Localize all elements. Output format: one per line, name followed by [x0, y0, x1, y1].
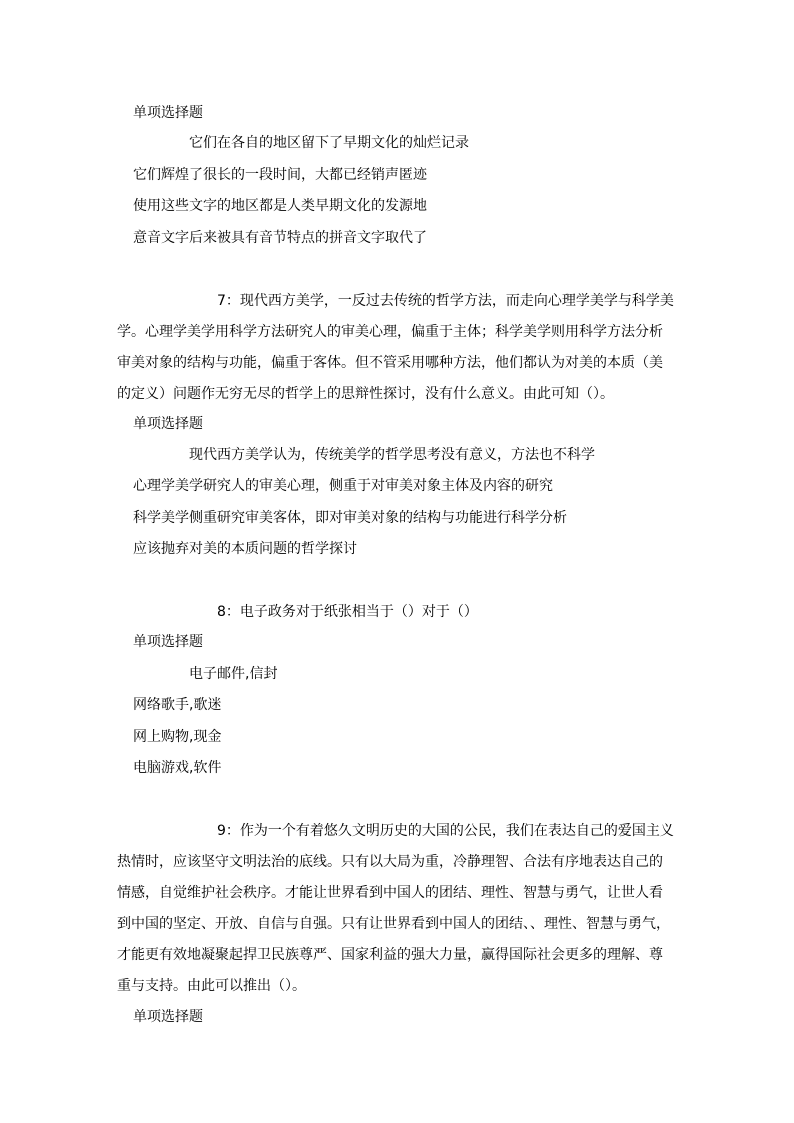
question-stem-line: 审美对象的结构与功能，偏重于客体。但不管采用哪种方法，他们都认为对美的本质（美	[117, 355, 663, 371]
question-stem-line: 热情时，应该坚守文明法治的底线。只有以大局为重，冷静理智、合法有序地表达自己的	[117, 854, 663, 870]
question-stem-line: 到中国的坚定、开放、自信与自强。只有让世界看到中国人的团结、、理性、智慧与勇气，	[117, 916, 670, 932]
option-d: 应该抛弃对美的本质问题的哲学探讨	[133, 541, 357, 557]
option-d: 意音文字后来被具有音节特点的拼音文字取代了	[133, 230, 427, 246]
question-stem-line: 7：现代西方美学，一反过去传统的哲学方法，而走向心理学美学与科学美	[217, 293, 674, 309]
question-stem-line: 9：作为一个有着悠久文明历史的大国的公民，我们在表达自己的爱国主义	[217, 823, 674, 839]
question-type-label: 单项选择题	[133, 634, 203, 650]
question-stem-line: 的定义）问题作无穷无尽的哲学上的思辩性探讨，没有什么意义。由此可知（）。	[117, 386, 614, 402]
question-type-label: 单项选择题	[133, 105, 203, 121]
option-b: 它们辉煌了很长的一段时间，大都已经销声匿迹	[133, 167, 427, 183]
question-stem-line: 情感，自觉维护社会秩序。才能让世界看到中国人的团结、理性、智慧与勇气，让世人看	[117, 885, 663, 901]
option-a: 它们在各自的地区留下了早期文化的灿烂记录	[189, 135, 469, 151]
question-stem-line: 8：电子政务对于纸张相当于（）对于（）	[217, 604, 478, 620]
question-type-label: 单项选择题	[133, 1009, 203, 1025]
option-c: 使用这些文字的地区都是人类早期文化的发源地	[133, 198, 427, 214]
option-d: 电脑游戏,软件	[133, 760, 222, 776]
question-type-label: 单项选择题	[133, 416, 203, 432]
option-a: 现代西方美学认为，传统美学的哲学思考没有意义，方法也不科学	[189, 447, 595, 463]
option-b: 心理学美学研究人的审美心理，侧重于对审美对象主体及内容的研究	[133, 478, 553, 494]
option-a: 电子邮件,信封	[189, 666, 278, 682]
question-stem-line: 重与支持。由此可以推出（）。	[117, 978, 306, 994]
question-stem-line: 才能更有效地凝聚起捍卫民族尊严、国家利益的强大力量，赢得国际社会更多的理解、尊	[117, 947, 663, 963]
option-c: 科学美学侧重研究审美客体，即对审美对象的结构与功能进行科学分析	[133, 510, 567, 526]
option-b: 网络歌手,歌迷	[133, 697, 222, 713]
option-c: 网上购物,现金	[133, 729, 222, 745]
question-stem-line: 学。心理学美学用科学方法研究人的审美心理，偏重于主体；科学美学则用科学方法分析	[117, 324, 663, 340]
